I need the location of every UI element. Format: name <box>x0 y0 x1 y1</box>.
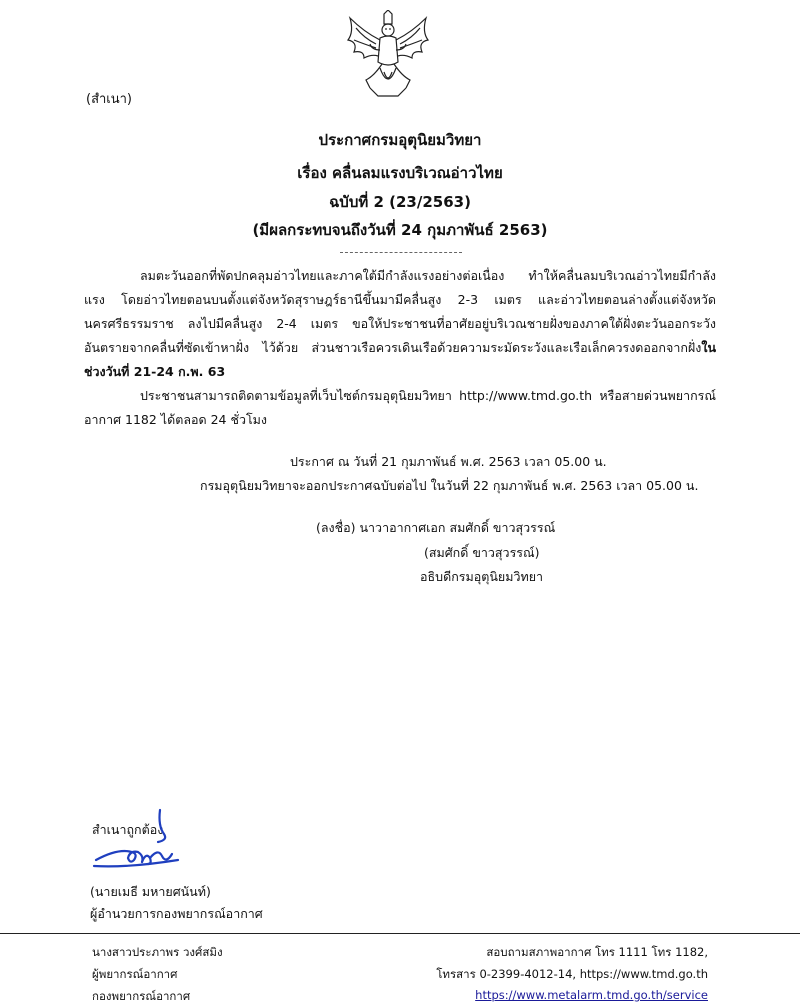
footer-division: กองพยากรณ์อากาศ <box>92 989 191 1003</box>
announcement-effective-date: (มีผลกระทบจนถึงวันที่ 24 กุมภาพันธ์ 2563) <box>252 221 548 239</box>
footer-forecaster-name: นางสาวประภาพร วงศ์สมิง <box>92 945 223 959</box>
footer-forecaster-title: ผู้พยากรณ์อากาศ <box>92 967 178 981</box>
signatory-name: (สมศักดิ์ ขาวสุวรรณ์) <box>424 545 540 560</box>
footer-contact-fax: โทรสาร 0-2399-4012-14, https://www.tmd.go.th <box>436 967 708 981</box>
issued-date: ประกาศ ณ วันที่ 21 กุมภาพันธ์ พ.ศ. 2563 เวลา 05.00 น. <box>290 454 607 469</box>
footer-service-link[interactable]: https://www.metalarm.tmd.go.th/service <box>475 988 708 1002</box>
certified-copy-label: สำเนาถูกต้อง <box>92 822 164 837</box>
body-paragraph-1 <box>84 264 716 384</box>
next-issue-date: กรมอุตุนิยมวิทยาจะออกประกาศฉบับต่อไป ในวันที่ 22 กุมภาพันธ์ พ.ศ. 2563 เวลา 05.00 น. <box>200 478 699 493</box>
paragraph-1-emphasis: ในช่วงวันที่ 21-24 ก.พ. 63 <box>84 340 716 379</box>
certifier-position: ผู้อำนวยการกองพยากรณ์อากาศ <box>90 906 263 921</box>
garuda-emblem-icon <box>340 10 436 102</box>
body-paragraph-2: ประชาชนสามารถติดตามข้อมูลที่เว็บไซต์กรมอุตุนิยมวิทยา http://www.tmd.go.th หรือสายด่วนพยากรณ์อากาศ 1182 ได้ตลอด 24 ชั่วโมง <box>84 388 716 427</box>
signatory-signed: (ลงชื่อ) นาวาอากาศเอก สมศักดิ์ ขาวสุวรรณ์ <box>316 520 556 535</box>
title-separator <box>340 252 462 253</box>
copy-label: (สำเนา) <box>86 92 133 107</box>
paragraph-1-text: ลมตะวันออกที่พัดปกคลุมอ่าวไทยและภาคใต้มีกำลังแรงอย่างต่อเนื่อง ทำให้คลื่นลมบริเวณอ่าวไทยมีกำลังแรง โดยอ่าวไทยตอนบนตั้งแต่จังหวัดสุราษฎร์ธานีขึ้นมามีคลื่นสูง 2-3 เมตร และอ่าวไทยตอนล่างตั้งแต่จังหวัดนครศรีธรรมราช ลงไปมีคลื่นสูง 2-4 เมตร ขอให้ประชาชนที่อาศัยอยู่บริเวณชายฝั่งของภาคใต้ฝั่งตะวันออกระวังอันตรายจากคลื่นที่ซัดเข้าหาฝั่ง ไว้ด้วย ส่วนชาวเรือควรเดินเรือด้วยความระมัดระวังและเรือเล็กควรงดออกจากฝั่ง <box>84 268 716 355</box>
handwritten-signature <box>88 808 184 872</box>
signatory-position: อธิบดีกรมอุตุนิยมวิทยา <box>420 569 544 584</box>
footer-divider <box>0 933 800 934</box>
certifier-name: (นายเมธี มหายศนันท์) <box>90 884 211 899</box>
footer-contact-phone: สอบถามสภาพอากาศ โทร 1111 โทร 1182, <box>486 945 708 959</box>
announcement-issue: ฉบับที่ 2 (23/2563) <box>329 193 471 211</box>
announcement-title: ประกาศกรมอุตุนิยมวิทยา <box>318 131 482 149</box>
announcement-subject: เรื่อง คลื่นลมแรงบริเวณอ่าวไทย <box>297 164 503 182</box>
